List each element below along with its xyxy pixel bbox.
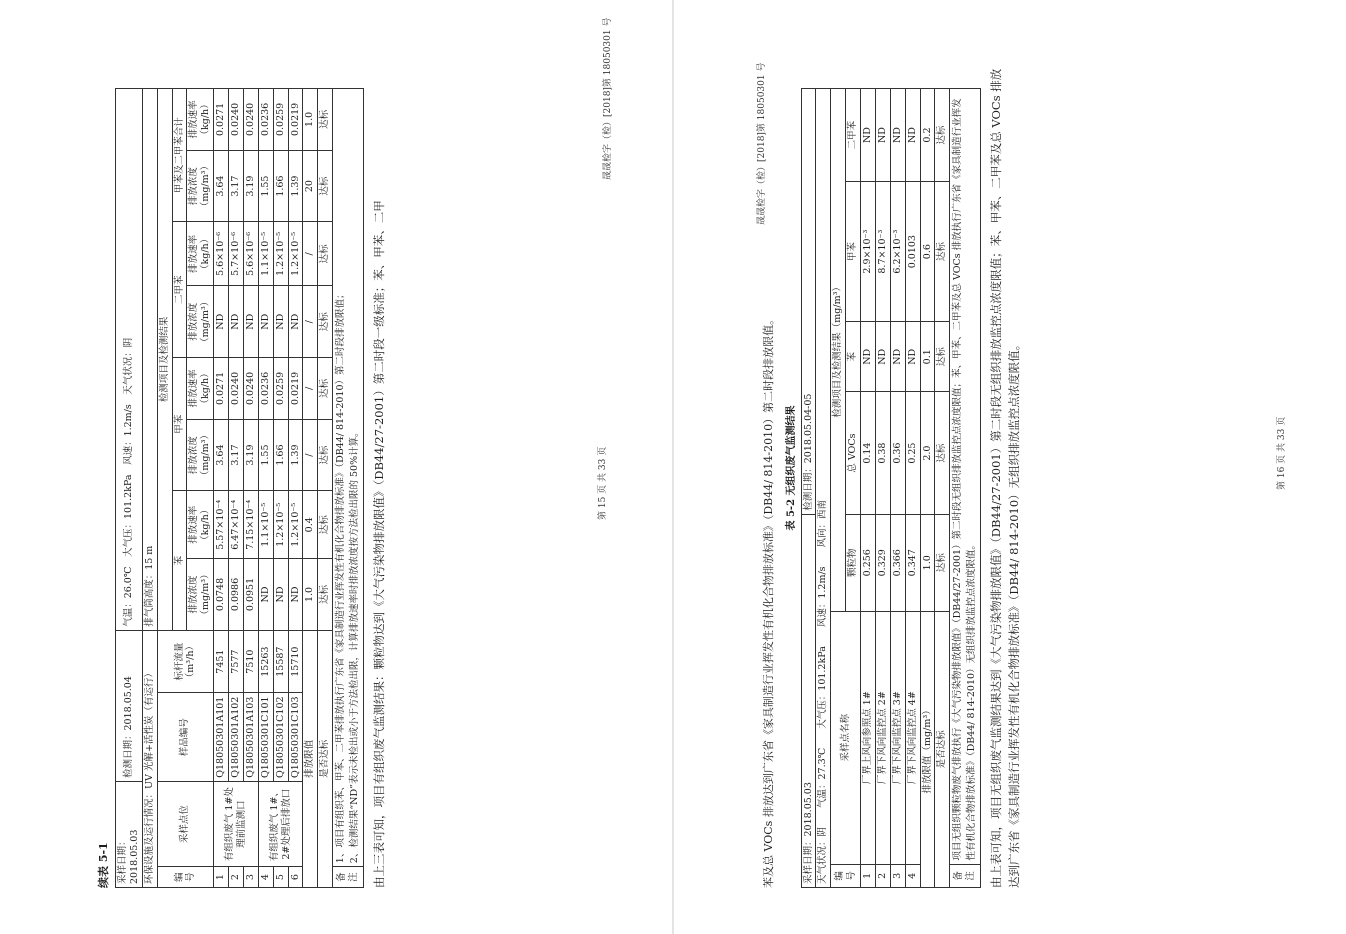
col-point: 采样点位 — [157, 782, 214, 867]
table-caption: 续表 5-1 — [97, 842, 110, 888]
sample-code: Q18050301C102 — [273, 693, 288, 782]
col-xylene: 二甲苯 — [846, 89, 861, 182]
row-no: 3 — [243, 867, 258, 888]
result-value: 0.0271 — [214, 89, 229, 151]
row-no: 2 — [875, 864, 890, 887]
result-value: 6.2×10⁻³ — [890, 182, 905, 322]
limit-label: 排放限值 — [303, 630, 318, 887]
sample-date: 采样日期：2018.05.03 — [116, 782, 143, 888]
col-group: 检测项目及检测结果 — [157, 89, 172, 631]
result-value: 1.55 — [258, 150, 273, 222]
limit-row — [303, 89, 318, 888]
result-value: 1.1×10⁻⁵ — [258, 222, 273, 286]
result-value: 0.0240 — [229, 358, 244, 420]
result-value: 0.0748 — [214, 559, 229, 631]
page-number: 第 16 页 共 33 页 — [1277, 416, 1287, 490]
document-page-15 — [0, 0, 672, 934]
result-value: ND — [229, 286, 244, 358]
col-group: 检测项目及检测结果（mg/m³） — [831, 89, 846, 612]
result-value: 0.36 — [890, 392, 905, 514]
row-no: 4 — [258, 867, 273, 888]
verdict-label: 是否达标 — [935, 611, 950, 887]
result-value: 5.6×10⁻⁶ — [243, 222, 258, 286]
sample-date: 采样日期：2018.05.03 — [801, 514, 816, 887]
verdict-value: 达标 — [318, 286, 333, 358]
result-value: 0.0240 — [229, 89, 244, 151]
sampling-point: 厂界下风向监控点 3# — [890, 611, 905, 864]
flow-value: 15263 — [258, 630, 273, 693]
result-value: 2.9×10⁻³ — [861, 182, 876, 322]
row-no: 4 — [905, 864, 920, 887]
result-value: 0.0219 — [288, 89, 303, 151]
sample-code: Q18050301A101 — [214, 693, 229, 782]
col-rate: 排放速率（kg/h） — [187, 358, 214, 420]
limit-value: / — [303, 286, 318, 358]
col-vocs: 总 VOCs — [846, 392, 861, 514]
result-value: ND — [905, 322, 920, 392]
result-value: 5.7×10⁻⁶ — [229, 222, 244, 286]
result-value: 0.0236 — [258, 358, 273, 420]
verdict-value: 达标 — [318, 559, 333, 631]
verdict-row — [318, 89, 333, 888]
verdict-value: 达标 — [318, 419, 333, 491]
table-row — [258, 89, 273, 888]
limit-value: 1.0 — [303, 89, 318, 151]
remark-label: 备注 — [333, 867, 364, 888]
table-row — [273, 89, 288, 888]
result-value: 1.2×10⁻⁵ — [273, 222, 288, 286]
col-flow: 标杆流量（m³/h） — [157, 630, 214, 693]
unorganized-emission-table — [801, 88, 981, 888]
result-value: 1.55 — [258, 419, 273, 491]
result-value: 1.66 — [273, 419, 288, 491]
remark-line: 2、检测结果“ND”表示未检出或小于方法检出限，计算排放速率时排放浓度按方法检出限的 50%计算。 — [348, 427, 360, 864]
result-value: 3.19 — [243, 419, 258, 491]
test-date: 检测日期：2018.05.04 — [116, 630, 143, 781]
limit-value: 1.0 — [920, 514, 935, 611]
result-value: 7.15×10⁻⁴ — [243, 491, 258, 559]
result-value: 0.0986 — [229, 559, 244, 631]
result-value: 1.39 — [288, 419, 303, 491]
remark-line: 1、项目有组织苯、甲苯、二甲苯排放执行广东省《家具制造行业挥发性有机化合物排放标准》（DB44/ 814-2010）第二时段排放限值； — [335, 289, 347, 864]
organized-emission-table — [115, 88, 364, 888]
facility-status: 环保设施及运行情况：UV 光解+活性炭（有运行） — [142, 630, 157, 887]
col-rate: 排放速率（kg/h） — [187, 491, 214, 559]
flow-value: 15587 — [273, 630, 288, 693]
flow-value: 7577 — [229, 630, 244, 693]
row-no: 1 — [861, 864, 876, 887]
sampling-point: 厂界上风向参照点 1# — [861, 611, 876, 864]
table-row — [890, 89, 905, 888]
result-value: 8.7×10⁻³ — [875, 182, 890, 322]
result-value: 0.0219 — [288, 358, 303, 420]
flow-value: 15710 — [288, 630, 303, 693]
sample-code: Q18050301C101 — [258, 693, 273, 782]
report-number: 晟晟检字（检）[2018]第 18050301 号 — [603, 17, 613, 180]
result-value: ND — [890, 322, 905, 392]
result-value: ND — [875, 89, 890, 182]
remark-text — [333, 89, 364, 867]
row-no: 2 — [229, 867, 244, 888]
result-value: 0.347 — [905, 514, 920, 611]
continued-line: 苯及总 VOCs 排放达到广东省《家具制造行业挥发性有机化合物排放标准》（DB44/ 814-2010）第二时段排放限值。 — [762, 313, 775, 888]
sampling-point: 有组织废气 1#、2#处理后排放口 — [258, 782, 303, 867]
flow-value: 7451 — [214, 630, 229, 693]
limit-value: 0.6 — [920, 182, 935, 322]
result-value: ND — [905, 89, 920, 182]
limit-value: 0.2 — [920, 89, 935, 182]
verdict-value: 达标 — [318, 89, 333, 151]
col-toluene: 甲苯 — [172, 358, 187, 491]
limit-value: / — [303, 222, 318, 286]
result-value: ND — [258, 559, 273, 631]
rotated-content — [760, 48, 1230, 888]
sampling-point: 有组织废气 1#处理前监测口 — [214, 782, 259, 867]
col-code: 样品编号 — [157, 693, 214, 782]
sampling-point: 厂界下风向监控点 2# — [875, 611, 890, 864]
result-value: ND — [258, 286, 273, 358]
result-value: 1.2×10⁻⁵ — [288, 491, 303, 559]
col-no: 编号 — [157, 867, 214, 888]
limit-value: / — [303, 419, 318, 491]
verdict-value: 达标 — [318, 491, 333, 559]
result-value: 0.329 — [875, 514, 890, 611]
result-value: 0.0103 — [905, 182, 920, 322]
verdict-value: 达标 — [935, 89, 950, 182]
verdict-value: 达标 — [935, 514, 950, 611]
verdict-value: 达标 — [318, 222, 333, 286]
result-value: 3.17 — [229, 150, 244, 222]
table-row — [214, 89, 229, 888]
test-date: 检测日期：2018.05.04-05 — [801, 89, 816, 515]
col-conc: 排放浓度（mg/m³） — [187, 559, 214, 631]
limit-value: 0.4 — [303, 491, 318, 559]
limit-value: 20 — [303, 150, 318, 222]
flow-value: 7510 — [243, 630, 258, 693]
result-value: 6.47×10⁻⁴ — [229, 491, 244, 559]
result-value: 3.64 — [214, 419, 229, 491]
result-value: 0.0240 — [243, 358, 258, 420]
result-value: 0.0951 — [243, 559, 258, 631]
row-no: 6 — [288, 867, 303, 888]
limit-label: 排放限值（mg/m³） — [920, 611, 935, 887]
verdict-row — [935, 89, 950, 888]
conclusion-text: 由上三表可知，项目有组织废气监测结果：颗粒物达到《大气污染物排放限值》（DB44/27-2001）第二时段一级标准；苯、甲苯、二甲 — [371, 200, 386, 888]
col-rate: 排放速率（kg/h） — [187, 222, 214, 286]
result-value: 1.1×10⁻⁵ — [258, 491, 273, 559]
sample-code: Q18050301A102 — [229, 693, 244, 782]
sample-code: Q18050301A103 — [243, 693, 258, 782]
result-value: ND — [875, 322, 890, 392]
col-no: 编号 — [831, 864, 861, 887]
limit-value: 0.1 — [920, 322, 935, 392]
result-value: ND — [288, 286, 303, 358]
result-value: ND — [861, 89, 876, 182]
verdict-label: 是否达标 — [318, 630, 333, 887]
table-row — [243, 89, 258, 888]
result-value: 0.14 — [861, 392, 876, 514]
result-value: 0.0259 — [273, 358, 288, 420]
result-value: 0.25 — [905, 392, 920, 514]
result-value: ND — [861, 322, 876, 392]
rotated-content — [95, 48, 585, 888]
weather-conditions: 气温：26.0℃ 大气压：101.2kPa 风速：1.2m/s 天气状况：阴 — [116, 89, 143, 631]
result-value: ND — [288, 559, 303, 631]
remark-text: 项目无组织颗粒物废气排放执行《大气污染物排放限值》（DB44/27-2001）第二时段无组织排放监控点浓度限值；苯、甲苯、二甲苯及总 VOCs 排放执行广东省《家具制造行业挥发性有机化合物排放标准》（DB44/ 814-2010）无组织排放监控点浓度限值。 — [950, 89, 981, 865]
result-value: ND — [243, 286, 258, 358]
result-value: 3.17 — [229, 419, 244, 491]
table-row — [861, 89, 876, 888]
col-particulate: 颗粒物 — [846, 514, 861, 611]
sampling-point: 厂界下风向监控点 4# — [905, 611, 920, 864]
verdict-value: 达标 — [935, 392, 950, 514]
limit-value: 2.0 — [920, 392, 935, 514]
page-number: 第 15 页 共 33 页 — [598, 446, 608, 520]
limit-value: / — [303, 358, 318, 420]
col-toluene: 甲苯 — [846, 182, 861, 322]
result-value: ND — [273, 286, 288, 358]
result-value: 0.256 — [861, 514, 876, 611]
document-page-16 — [674, 0, 1346, 934]
result-value: 0.0271 — [214, 358, 229, 420]
col-benzene: 苯 — [172, 491, 187, 630]
result-value: 0.0236 — [258, 89, 273, 151]
result-value: ND — [214, 286, 229, 358]
verdict-value: 达标 — [318, 150, 333, 222]
result-value: 1.66 — [273, 150, 288, 222]
table-row — [229, 89, 244, 888]
table-row — [288, 89, 303, 888]
col-sum: 甲苯及二甲苯合计 — [172, 89, 187, 222]
row-no: 5 — [273, 867, 288, 888]
col-xylene: 二甲苯 — [172, 222, 187, 358]
conclusion-text: 由上表可知，项目无组织废气监测结果达到《大气污染物排放限值》（DB44/27-2001）第二时段无组织排放监控点浓度限值；苯、甲苯、二甲苯及总 VOCs 排放达到广东省《家具制造行业挥发性有机化合物排放标准》（DB44/ 814-2010）无组织排放监控点浓度限值。 — [988, 68, 1022, 888]
result-value: 3.64 — [214, 150, 229, 222]
report-number: 晟晟检字（检）[2018]第 18050301 号 — [757, 62, 767, 225]
result-value: 3.19 — [243, 150, 258, 222]
col-conc: 排放浓度（mg/m³） — [187, 150, 214, 222]
col-conc: 排放浓度（mg/m³） — [187, 419, 214, 491]
col-point: 采样点名称 — [831, 611, 861, 864]
stack-height: 排气筒高度：15 m — [142, 89, 157, 631]
limit-row — [920, 89, 935, 888]
result-value: 0.0240 — [243, 89, 258, 151]
result-value: 0.366 — [890, 514, 905, 611]
weather-conditions: 天气状况：阴 气温：27.3℃ 大气压：101.2kPa 风速：1.2m/s 风向：西南 — [816, 89, 831, 888]
col-benzene: 苯 — [846, 322, 861, 392]
result-value: ND — [273, 559, 288, 631]
col-rate: 排放速率（kg/h） — [187, 89, 214, 151]
remark-label: 备注 — [950, 864, 981, 887]
table-row — [875, 89, 890, 888]
verdict-value: 达标 — [935, 322, 950, 392]
table-row — [905, 89, 920, 888]
verdict-value: 达标 — [318, 358, 333, 420]
result-value: 0.0259 — [273, 89, 288, 151]
sample-code: Q18050301C103 — [288, 693, 303, 782]
result-value: 1.2×10⁻⁵ — [273, 491, 288, 559]
col-conc: 排放浓度（mg/m³） — [187, 286, 214, 358]
verdict-value: 达标 — [935, 182, 950, 322]
result-value: 0.38 — [875, 392, 890, 514]
row-no: 3 — [890, 864, 905, 887]
table-caption: 表 5-2 无组织废气监测结果 — [785, 405, 797, 531]
result-value: 1.39 — [288, 150, 303, 222]
result-value: ND — [890, 89, 905, 182]
result-value: 1.2×10⁻⁵ — [288, 222, 303, 286]
limit-value: 1.0 — [303, 559, 318, 631]
row-no: 1 — [214, 867, 229, 888]
result-value: 5.57×10⁻⁴ — [214, 491, 229, 559]
result-value: 5.6×10⁻⁶ — [214, 222, 229, 286]
